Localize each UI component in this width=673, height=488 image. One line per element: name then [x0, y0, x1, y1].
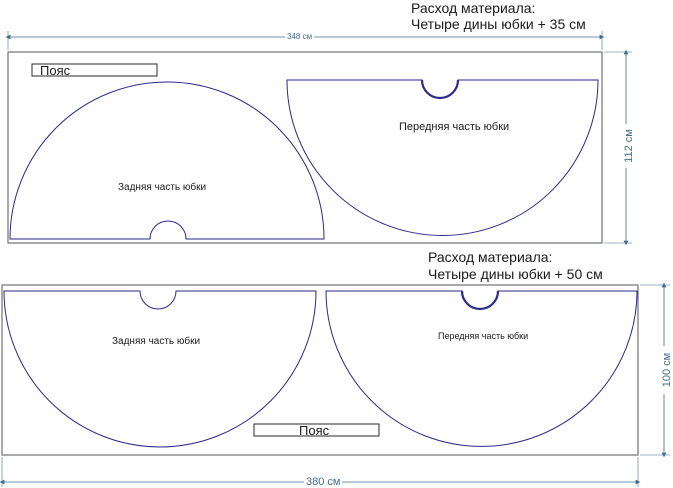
- front-piece-label-1: Передняя часть юбки: [399, 121, 510, 133]
- material-formula-2: Четыре дины юбки + 50 см: [428, 266, 603, 282]
- belt-label-2: Пояс: [299, 423, 330, 438]
- back-piece-label-2: Задняя часть юбки: [112, 336, 201, 347]
- fabric-rect-1: [8, 52, 602, 243]
- belt-label-1: Пояс: [40, 63, 71, 78]
- back-piece-label-1: Задняя часть юбки: [118, 182, 207, 193]
- front-notch-1: [422, 80, 458, 98]
- front-piece-1: [287, 80, 598, 235]
- material-title-2: Расход материала:: [428, 249, 553, 265]
- width-label-1: 348 см: [287, 32, 313, 41]
- front-notch-2: [462, 291, 498, 309]
- material-formula-1: Четыре дины юбки + 35 см: [411, 16, 586, 32]
- front-piece-label-2: Передняя часть юбки: [438, 331, 529, 341]
- width-label-2: 380 см: [306, 476, 341, 488]
- height-label-2: 100 см: [661, 346, 673, 394]
- material-title-1: Расход материала:: [411, 0, 536, 16]
- height-label-1: 112 см: [623, 124, 635, 168]
- back-piece-1: [10, 82, 324, 239]
- front-piece-2: [326, 291, 637, 446]
